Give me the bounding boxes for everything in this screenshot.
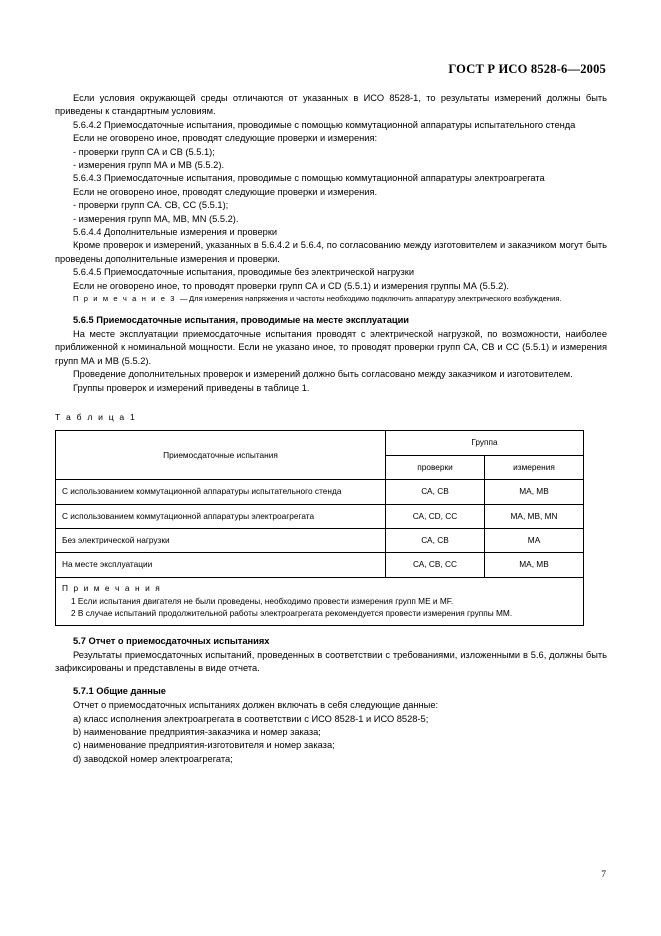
paragraph: Результаты приемосдаточных испытаний, проведенных в соответствии с требованиями, изложенными в 5.6, должны быть зафиксированы и представлены в виде отчета.	[55, 649, 607, 674]
acceptance-tests-table	[55, 430, 584, 625]
heading-5-7: 5.7 Отчет о приемосдаточных испытаниях	[73, 635, 270, 646]
note-text: Для измерения напряжения и частоты необходимо подключить аппаратуру электрического возбуждения.	[189, 294, 562, 304]
table-cell-desc: Без электрической нагрузки	[56, 528, 386, 552]
document-body	[55, 92, 607, 766]
paragraph-5-6-4-2: 5.6.4.2 Приемосдаточные испытания, проводимые с помощью коммутационной аппаратуры испытательного стенда	[73, 119, 576, 130]
table-cell-checks: СА, СВ	[386, 528, 485, 552]
table-cell-measurements: МА, МВ, MN	[485, 504, 584, 528]
paragraph: Если не оговорено иное, то проводят проверки групп СА и CD (5.5.1) и измерения группы МА (5.5.2).	[73, 280, 509, 291]
table-caption: Т а б л и ц а 1	[55, 411, 137, 422]
table-cell-desc: С использованием коммутационной аппаратуры электроагрегата	[56, 504, 386, 528]
table-cell-measurements: МА, МВ	[485, 480, 584, 504]
table-row	[56, 504, 584, 528]
table-cell-checks: СА, СВ, СС	[386, 553, 485, 577]
table-cell-desc: На месте эксплуатации	[56, 553, 386, 577]
table-header-tests: Приемосдаточные испытания	[56, 431, 386, 480]
list-item-a: a) класс исполнения электроагрегата в соответствии с ИСО 8528-1 и ИСО 8528-5;	[73, 713, 429, 724]
table-row	[56, 553, 584, 577]
table-note-2: 2 В случае испытаний продолжительной работы электроагрегата рекомендуется провести измерения группы MM.	[71, 607, 513, 618]
table-header-row	[56, 431, 584, 455]
table-notes-title: П р и м е ч а н и я	[62, 582, 162, 593]
list-item: - измерения групп МА и МВ (5.5.2).	[73, 160, 225, 171]
table-cell-measurements: МА	[485, 528, 584, 552]
paragraph-5-6-4-5: 5.6.4.5 Приемосдаточные испытания, проводимые без электрической нагрузки	[73, 267, 415, 278]
table-cell-desc: С использованием коммутационной аппаратуры испытательного стенда	[56, 480, 386, 504]
paragraph: Проведение дополнительных проверок и измерений должно быть согласовано между заказчиком и изготовителем.	[73, 369, 573, 380]
table-cell-checks: СА, СВ	[386, 480, 485, 504]
table-cell-checks: СА, CD, СС	[386, 504, 485, 528]
heading-5-7-1: 5.7.1 Общие данные	[73, 685, 166, 696]
table-notes-row	[56, 577, 584, 625]
paragraph: Кроме проверок и измерений, указанных в 5.6.4.2 и 5.6.4, по согласованию между изготовителем и заказчиком могут быть проведены дополнительные измерения и проверки.	[55, 240, 607, 264]
table-row	[56, 480, 584, 504]
table-note-1: 1 Если испытания двигателя не были проведены, необходимо провести измерения групп ME и MF.	[71, 596, 454, 607]
table-header-measurements: измерения	[485, 455, 584, 479]
list-item-d: d) заводской номер электроагрегата;	[73, 753, 233, 764]
page-header: ГОСТ Р ИСО 8528-6—2005	[448, 62, 606, 76]
table-header-group: Группа	[386, 431, 584, 455]
heading-5-6-5: 5.6.5 Приемосдаточные испытания, проводимые на месте эксплуатации	[73, 314, 410, 325]
list-item-c: c) наименование предприятия-изготовителя и номер заказа;	[73, 740, 335, 751]
paragraph-5-6-4-3: 5.6.4.3 Приемосдаточные испытания, проводимые с помощью коммутационной аппаратуры электроагрегата	[73, 173, 545, 184]
paragraph: На месте эксплуатации приемосдаточные испытания проводят с электрической нагрузкой, по возможности, наиболее приближенной к номинальной мощности. Если не указано иное, то проводят проверки групп СА, СВ и СС (5.5.1) и измерения групп МА и МВ (5.5.2).	[55, 328, 607, 366]
paragraph: Если не оговорено иное, проводят следующие проверки и измерения:	[73, 133, 378, 144]
list-item: - измерения групп МА, МВ, MN (5.5.2).	[73, 213, 239, 224]
paragraph: Отчет о приемосдаточных испытаниях должен включать в себя следующие данные:	[73, 700, 439, 711]
paragraph: Группы проверок и измерений приведены в таблице 1.	[73, 382, 310, 393]
page-number: 7	[601, 870, 606, 880]
paragraph-5-6-4-4: 5.6.4.4 Дополнительные измерения и проверки	[73, 227, 278, 238]
table-cell-measurements: МА, МВ	[485, 553, 584, 577]
list-item-b: b) наименование предприятия-заказчика и номер заказа;	[73, 727, 321, 737]
table-header-checks: проверки	[386, 455, 485, 479]
list-item: - проверки групп СА. СВ, СС (5.5.1);	[73, 200, 229, 211]
note-3	[55, 293, 607, 304]
table-notes	[56, 577, 584, 625]
note-label: П р и м е ч а н и е 3 —	[73, 294, 190, 304]
table-row	[56, 528, 584, 552]
paragraph: Если не оговорено иное, проводят следующие проверки и измерения.	[73, 186, 378, 197]
list-item: - проверки групп СА и СВ (5.5.1);	[73, 146, 215, 157]
paragraph: Если условия окружающей среды отличаются от указанных в ИСО 8528-1, то результаты измерений должны быть приведены к стандартным условиям.	[55, 93, 607, 117]
